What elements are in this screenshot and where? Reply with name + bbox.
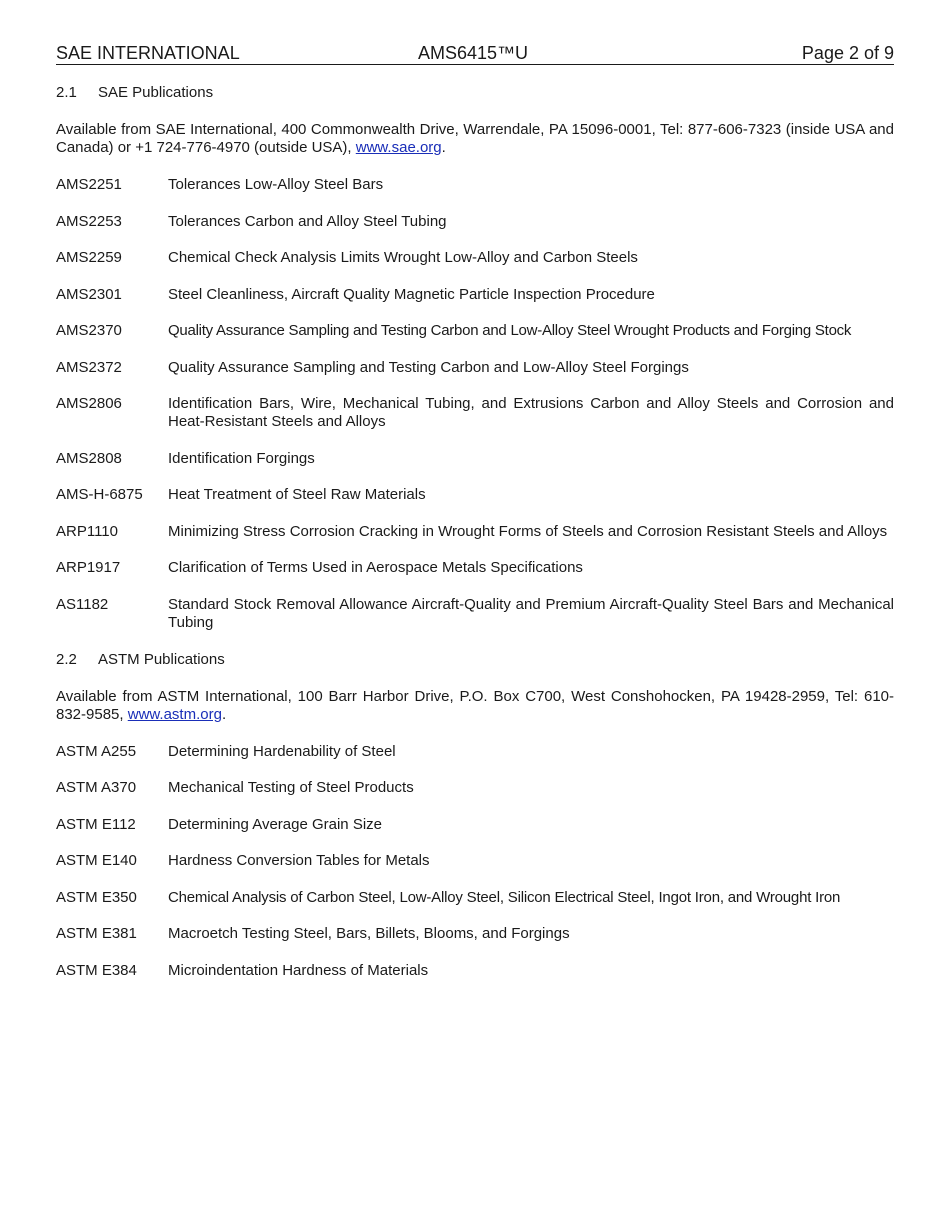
reference-title: Minimizing Stress Corrosion Cracking in Wrought Forms of Steels and Corrosion Resistant Steels and Alloys (168, 522, 888, 540)
header-doc-id: AMS6415™U (418, 43, 529, 63)
reference-item (56, 925, 894, 943)
reference-item (56, 213, 894, 231)
reference-title: Standard Stock Removal Allowance Aircraft-Quality and Premium Aircraft-Quality Steel Bars and Mechanical Tubing (168, 595, 894, 631)
reference-title: Tolerances Low-Alloy Steel Bars (168, 176, 384, 193)
reference-item (56, 596, 894, 632)
reference-code: ARP1110 (56, 522, 118, 540)
reference-title: Steel Cleanliness, Aircraft Quality Magnetic Particle Inspection Procedure (168, 285, 655, 303)
sae-intro-text: Available from SAE International, 400 Commonwealth Drive, Warrendale, PA 15096-0001, Tel: 877-606-7323 (inside USA and Canada) or +1 724-776-4970 (outside USA), (56, 121, 894, 156)
reference-item (56, 852, 894, 870)
reference-title: Microindentation Hardness of Materials (168, 961, 429, 979)
reference-code: AMS2372 (56, 358, 122, 376)
section-title: SAE Publications (98, 84, 214, 101)
reference-title: Identification Bars, Wire, Mechanical Tubing, and Extrusions Carbon and Alloy Steels and Corrosion and Heat-Resistant Steels and Alloys (168, 395, 894, 430)
astm-intro-text: Available from ASTM International, 100 Barr Harbor Drive, P.O. Box C700, West Conshohocken, PA 19428-2959, Tel: 610-832-9585, (56, 687, 894, 723)
document-page (56, 42, 894, 980)
reference-code: AMS2251 (56, 176, 122, 193)
header-org: SAE INTERNATIONAL (56, 43, 240, 63)
reference-item (56, 559, 894, 577)
reference-code: ARP1917 (56, 559, 121, 576)
reference-title: Clarification of Terms Used in Aerospace Metals Specifications (168, 559, 583, 576)
reference-item (56, 743, 894, 761)
reference-title: Quality Assurance Sampling and Testing Carbon and Low-Alloy Steel Wrought Products and Forging Stock (168, 322, 852, 339)
reference-item (56, 322, 894, 340)
section-heading-astm (56, 651, 894, 669)
reference-title: Quality Assurance Sampling and Testing Carbon and Low-Alloy Steel Forgings (168, 358, 689, 376)
sae-intro-end: . (441, 139, 446, 156)
reference-title: Chemical Check Analysis Limits Wrought Low-Alloy and Carbon Steels (168, 249, 638, 266)
reference-item (56, 486, 894, 504)
reference-code: AMS2259 (56, 249, 122, 266)
astm-availability-paragraph (56, 688, 894, 724)
reference-code: AMS-H-6875 (56, 486, 143, 503)
reference-item (56, 523, 894, 541)
reference-code: ASTM A370 (56, 779, 137, 796)
reference-code: ASTM E112 (56, 815, 136, 833)
reference-item (56, 889, 894, 907)
section-number: 2.2 (56, 650, 77, 668)
reference-code: ASTM E140 (56, 852, 137, 869)
sae-website-link[interactable]: www.sae.org (355, 139, 442, 156)
reference-code: ASTM E384 (56, 961, 137, 979)
reference-code: AMS2253 (56, 212, 122, 230)
page-header (56, 42, 894, 65)
section-title: ASTM Publications (98, 650, 225, 668)
reference-item (56, 962, 894, 980)
reference-title: Heat Treatment of Steel Raw Materials (168, 486, 426, 503)
reference-code: AMS2370 (56, 322, 122, 339)
header-page-number: Page 2 of 9 (801, 43, 894, 63)
reference-code: ASTM E350 (56, 888, 137, 906)
reference-title: Identification Forgings (168, 449, 315, 467)
reference-item (56, 779, 894, 797)
reference-code: ASTM A255 (56, 742, 137, 760)
reference-title: Macroetch Testing Steel, Bars, Billets, Blooms, and Forgings (168, 925, 570, 942)
reference-item (56, 286, 894, 304)
reference-title: Hardness Conversion Tables for Metals (168, 852, 430, 869)
astm-intro-end: . (221, 705, 227, 723)
reference-code: AMS2806 (56, 395, 122, 412)
reference-code: ASTM E381 (56, 925, 137, 942)
reference-title: Tolerances Carbon and Alloy Steel Tubing (168, 212, 447, 230)
reference-item (56, 395, 894, 431)
section-heading-sae (56, 84, 894, 102)
reference-code: AMS2301 (56, 285, 122, 303)
astm-website-link[interactable]: www.astm.org (127, 705, 222, 723)
sae-availability-paragraph (56, 121, 894, 157)
reference-item (56, 450, 894, 468)
reference-item (56, 249, 894, 267)
section-number: 2.1 (56, 84, 77, 101)
reference-item (56, 359, 894, 377)
reference-title: Determining Average Grain Size (168, 815, 382, 833)
reference-code: AS1182 (56, 595, 109, 613)
reference-item (56, 176, 894, 194)
reference-title: Chemical Analysis of Carbon Steel, Low-Alloy Steel, Silicon Electrical Steel, Ingot Iron, and Wrought Iron (168, 888, 841, 906)
reference-code: AMS2808 (56, 449, 122, 467)
reference-title: Determining Hardenability of Steel (168, 742, 396, 760)
reference-title: Mechanical Testing of Steel Products (168, 779, 414, 796)
reference-item (56, 816, 894, 834)
